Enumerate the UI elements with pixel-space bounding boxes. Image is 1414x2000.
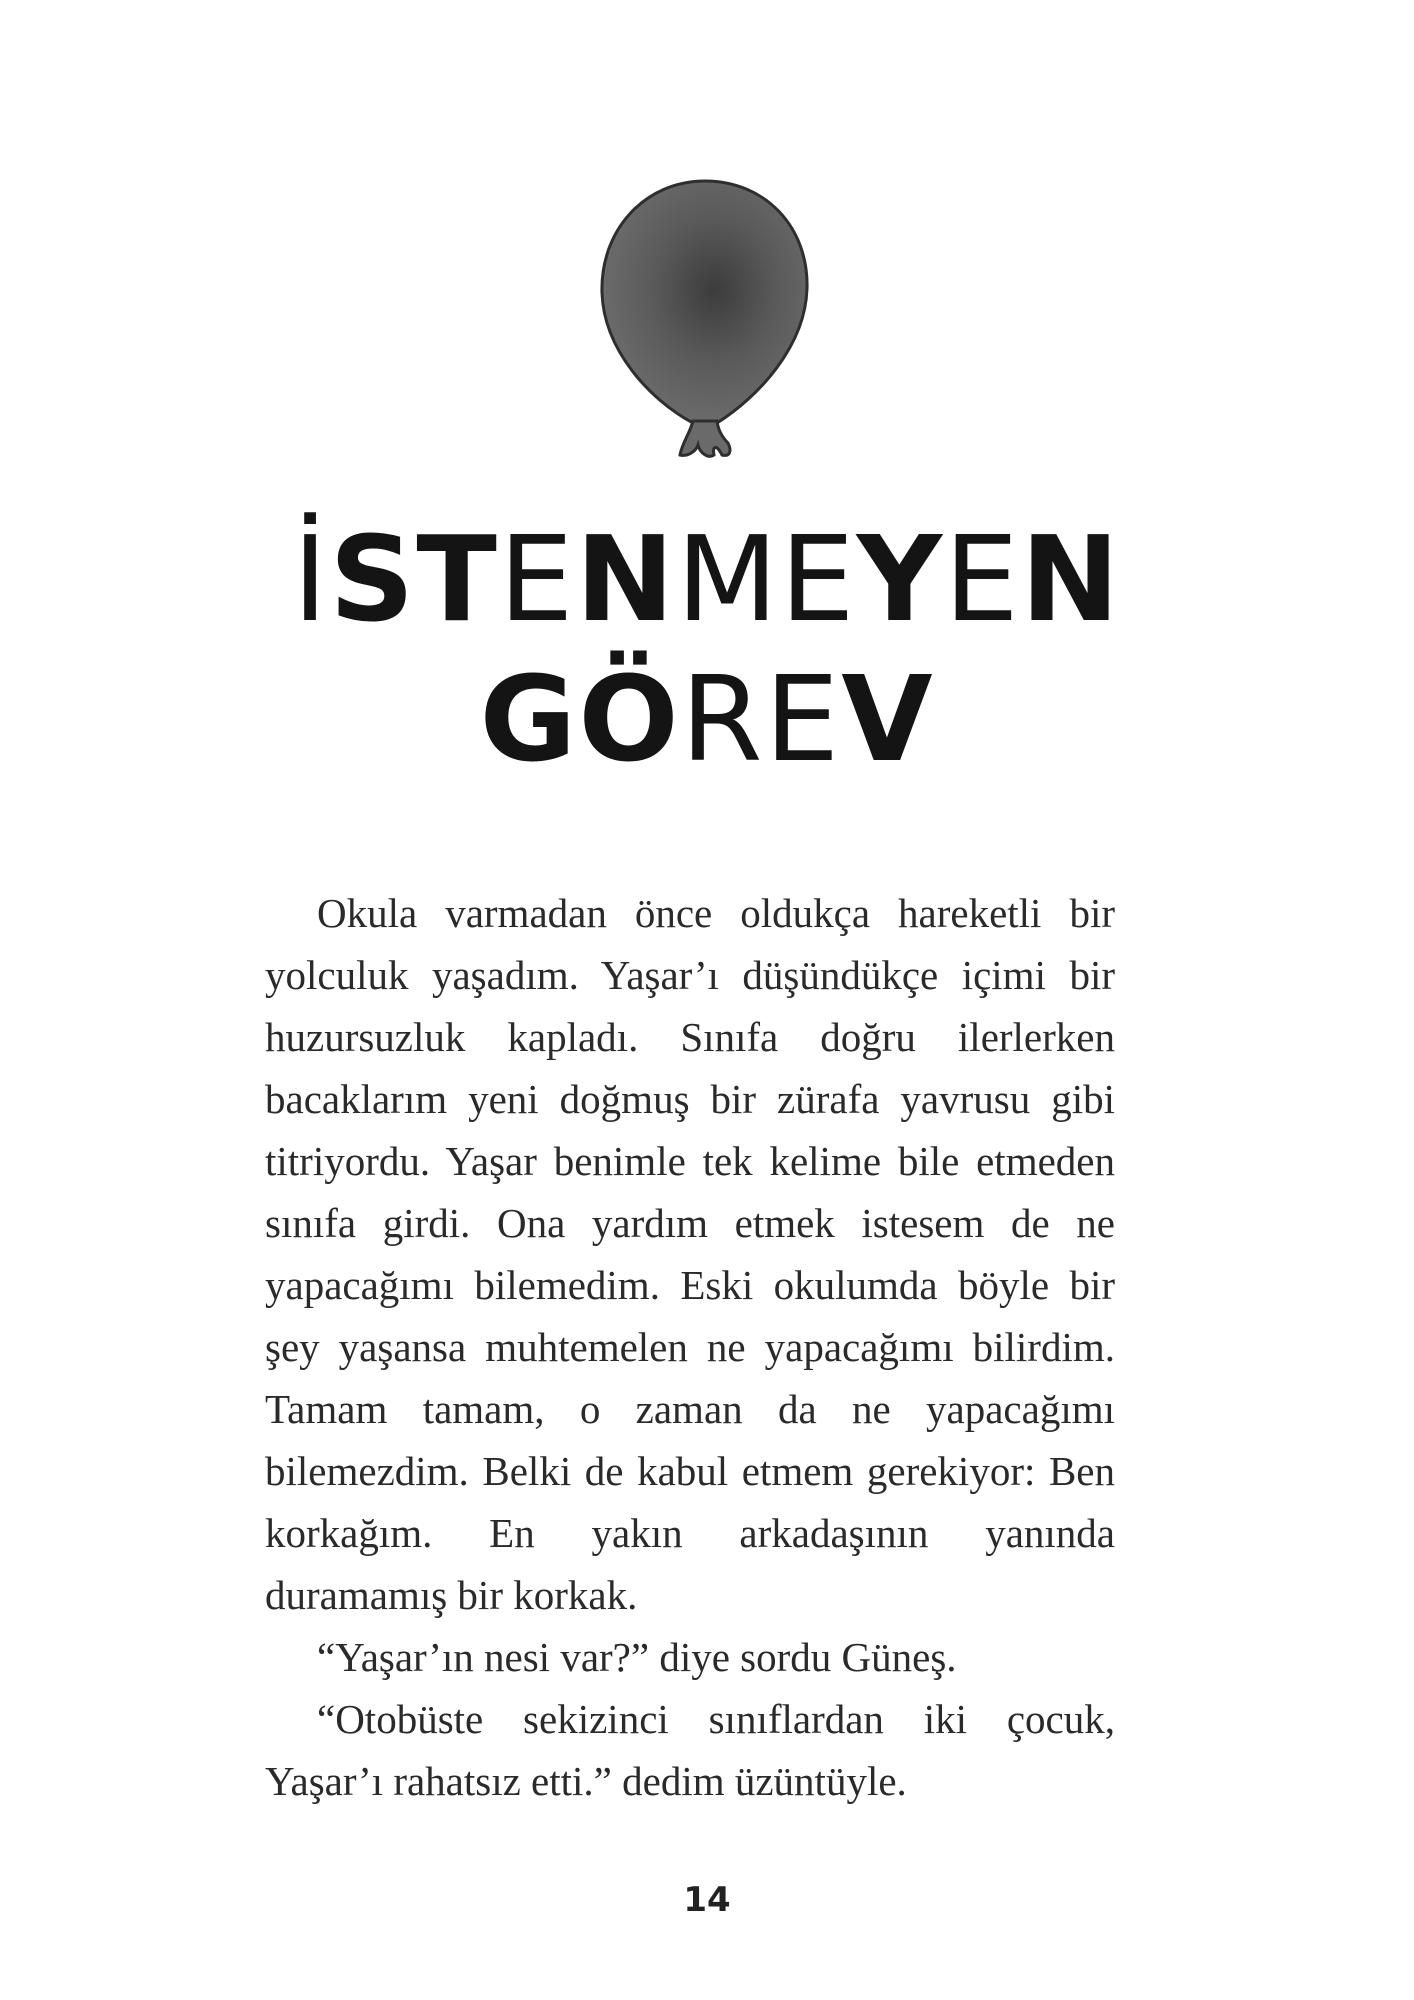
- title-letter: E: [780, 510, 857, 648]
- title-letter: Ö: [578, 650, 681, 788]
- title-letter: Y: [856, 510, 945, 648]
- chapter-title-line-1: [0, 510, 1414, 648]
- page-number: 14: [683, 1880, 731, 1920]
- chapter-body: [265, 882, 1115, 1812]
- body-paragraph: Okula varmadan önce oldukça hareketli bir yolculuk yaşadım. Yaşar’ı düşündükçe içimi bir huzursuzluk kapladı. Sınıfa doğru ilerlerken bacaklarım yeni doğmuş bir zürafa yavrusu gibi titriyordu. Yaşar benimle tek kelime bile etmeden sınıfa girdi. Ona yardım etmek istesem de ne yapacağımı bilemedim. Eski okulumda böyle bir şey yaşansa muhtemelen ne yapacağımı bilirdim. Tamam tamam, o zaman da ne yapacağımı bilemezdim. Belki de kabul etmem gerekiyor: Ben korkağım. En yakın arkadaşının yanında duramamış bir korkak.: [265, 890, 1115, 1618]
- title-letter: R: [680, 650, 765, 788]
- chapter-title-line-2: [0, 650, 1414, 788]
- title-letter: V: [841, 650, 935, 788]
- title-letter: N: [1020, 510, 1122, 648]
- title-letter: E: [944, 510, 1021, 648]
- title-letter: İ: [292, 510, 330, 648]
- title-letter: M: [676, 510, 781, 648]
- title-letter: G: [479, 650, 579, 788]
- title-letter: S: [329, 510, 417, 648]
- body-paragraph: “Yaşar’ın nesi var?” diye sordu Güneş.: [317, 1634, 957, 1680]
- title-letter: N: [575, 510, 677, 648]
- title-letter: E: [498, 510, 576, 648]
- balloon-icon: [590, 175, 820, 465]
- body-paragraph: “Otobüste sekizinci sınıflardan iki çocuk, Yaşar’ı rahatsız etti.” dedim üzüntüyle.: [265, 1696, 1115, 1804]
- title-letter: T: [416, 510, 499, 648]
- title-letter: E: [764, 650, 842, 788]
